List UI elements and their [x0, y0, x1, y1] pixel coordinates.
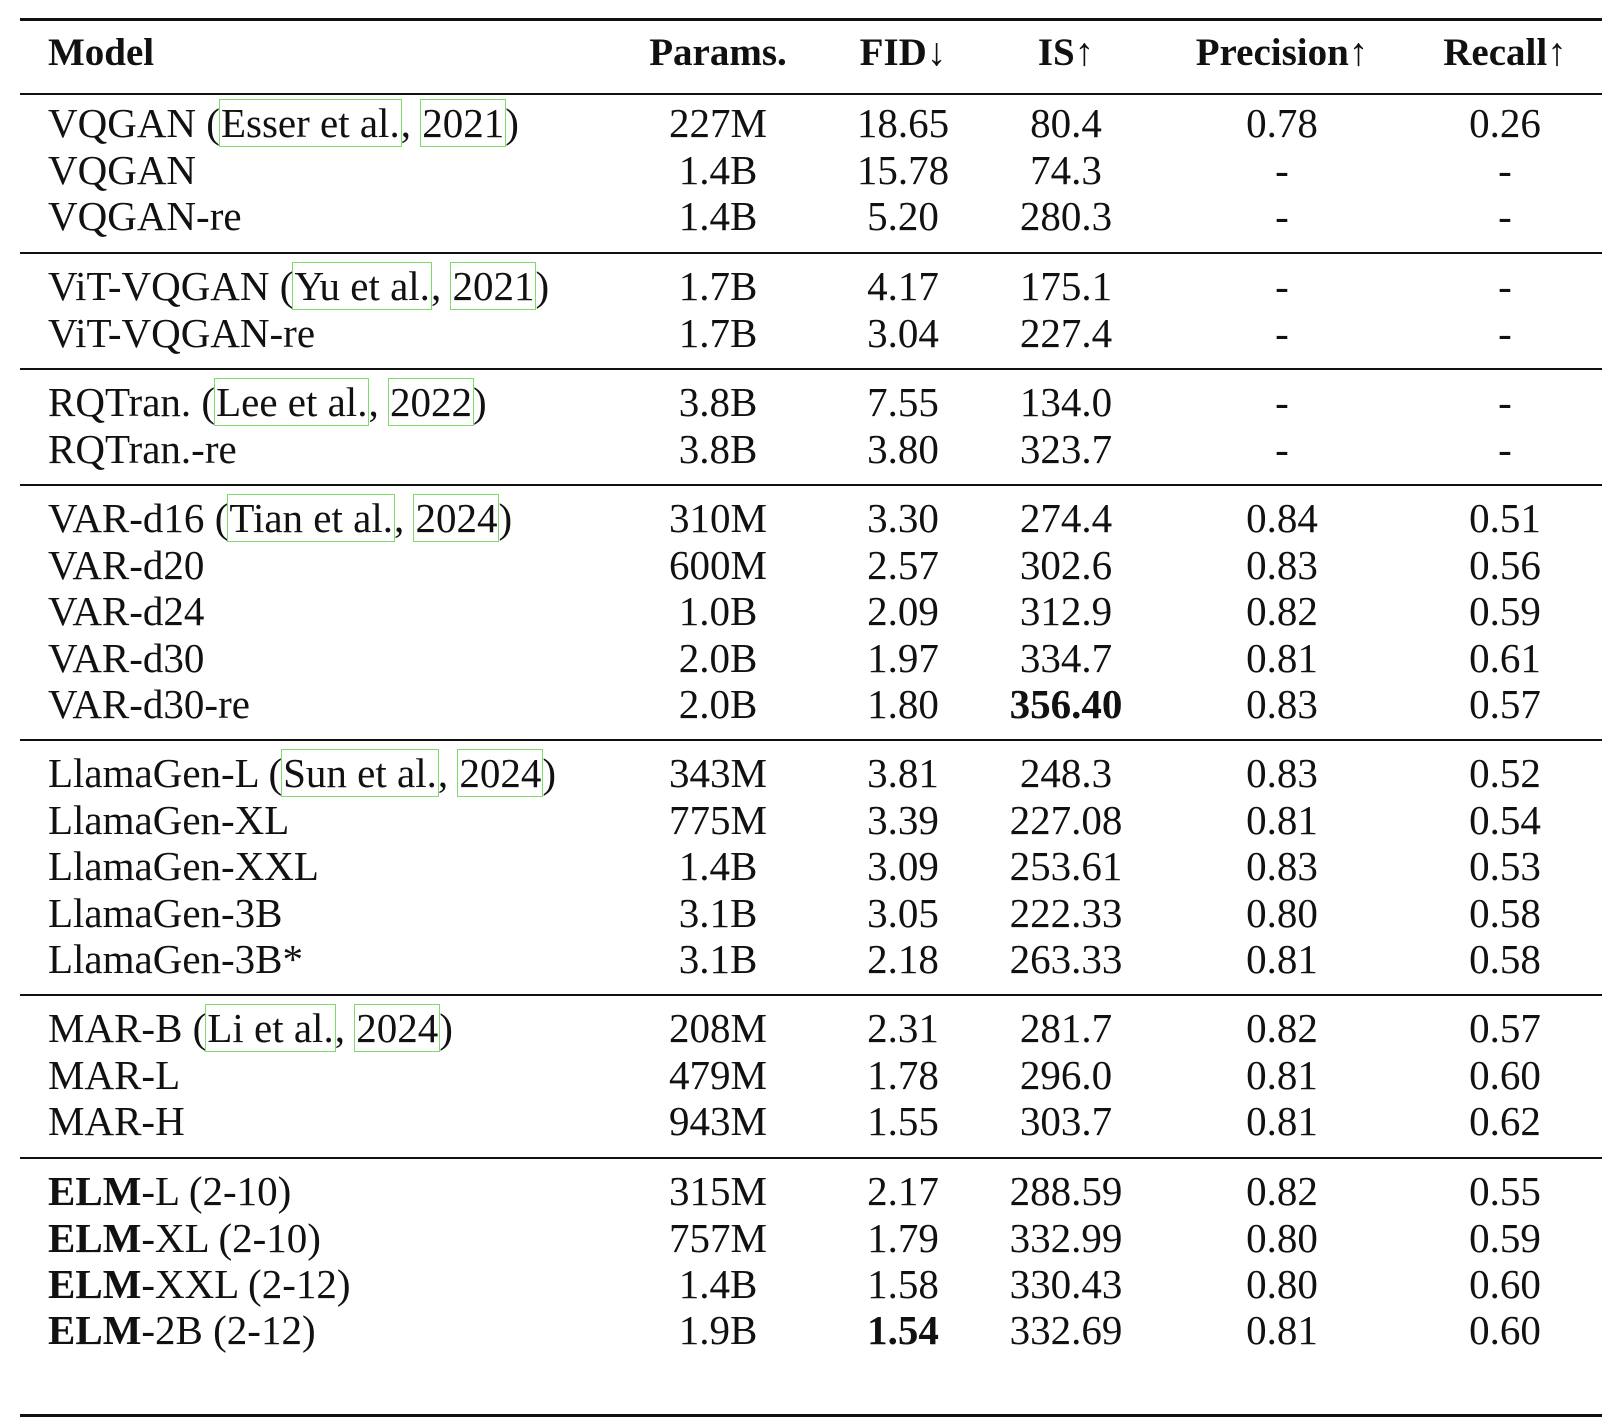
precision-cell: 0.84	[1246, 495, 1318, 541]
citation-year-link[interactable]: 2024	[356, 1005, 439, 1051]
recall-cell: 0.58	[1469, 936, 1541, 982]
precision-cell: 0.82	[1246, 1005, 1318, 1051]
model-name: RQTran.	[48, 379, 192, 425]
fid-cell: 2.57	[867, 542, 939, 588]
header-recall: Recall↑	[1443, 31, 1567, 74]
model-name: -XL (2-10)	[141, 1215, 321, 1261]
citation-authors-link[interactable]: Li et al.	[207, 1005, 334, 1051]
params-cell: 1.4B	[678, 147, 758, 193]
model-cell	[48, 1260, 351, 1308]
is-cell: 74.3	[1030, 147, 1102, 193]
precision-cell: -	[1275, 379, 1289, 425]
table-row	[0, 935, 1618, 983]
precision-cell: -	[1275, 426, 1289, 472]
table-header	[0, 29, 1618, 77]
citation-authors-link[interactable]: Esser et al.	[220, 100, 400, 146]
model-name: VQGAN	[48, 147, 197, 193]
precision-cell: 0.81	[1246, 1307, 1318, 1353]
model-name: -L (2-10)	[141, 1168, 292, 1214]
model-cell	[48, 1167, 291, 1215]
model-name-bold: ELM	[48, 1168, 142, 1214]
group-separator	[20, 484, 1602, 486]
model-name: RQTran.-re	[48, 426, 237, 472]
table-row	[0, 192, 1618, 240]
model-cell	[48, 1097, 185, 1145]
model-cell	[48, 680, 250, 728]
model-cell: ViT-VQGAN (Yu et al., 2021)	[48, 263, 550, 309]
params-cell: 3.8B	[678, 426, 758, 472]
table-row	[0, 842, 1618, 890]
recall-cell: 0.58	[1469, 890, 1541, 936]
is-cell: 280.3	[1019, 193, 1113, 239]
fid-cell: 3.81	[867, 750, 939, 796]
table-row	[0, 1097, 1618, 1145]
citation-year-link[interactable]: 2024	[415, 495, 498, 541]
table-row	[0, 796, 1618, 844]
model-name-bold: ELM	[48, 1261, 142, 1307]
model-name: MAR-B	[48, 1005, 183, 1051]
model-cell	[48, 192, 242, 240]
citation-authors-link[interactable]: Sun et al.	[283, 750, 437, 796]
recall-cell: -	[1498, 310, 1512, 356]
recall-cell: 0.26	[1469, 100, 1541, 146]
params-cell: 1.7B	[678, 263, 758, 309]
fid-cell: 3.30	[867, 495, 939, 541]
recall-cell: 0.54	[1469, 797, 1541, 843]
is-cell: 302.6	[1019, 542, 1113, 588]
params-cell: 2.0B	[678, 635, 758, 681]
params-cell: 1.9B	[678, 1307, 758, 1353]
table-row	[0, 425, 1618, 473]
table-row	[0, 309, 1618, 357]
precision-cell: 0.81	[1246, 797, 1318, 843]
model-name: LlamaGen-XL	[48, 797, 290, 843]
citation-year-link[interactable]: 2024	[459, 750, 542, 796]
model-name: VAR-d24	[48, 588, 205, 634]
recall-cell: -	[1498, 147, 1512, 193]
model-name: -XXL (2-12)	[141, 1261, 351, 1307]
is-cell: 227.08	[1009, 797, 1123, 843]
table-row	[0, 146, 1618, 194]
is-cell: 312.9	[1019, 588, 1113, 634]
precision-cell: 0.83	[1246, 843, 1318, 889]
fid-cell: 3.04	[867, 310, 939, 356]
fid-cell: 4.17	[867, 263, 939, 309]
table-row	[0, 1306, 1618, 1354]
table-row	[0, 262, 1618, 310]
precision-cell: 0.81	[1246, 635, 1318, 681]
recall-cell: -	[1498, 193, 1512, 239]
recall-cell: 0.59	[1469, 588, 1541, 634]
params-cell: 227M	[669, 100, 767, 146]
is-cell: 263.33	[1009, 936, 1123, 982]
precision-cell: -	[1275, 263, 1289, 309]
precision-cell: 0.80	[1246, 1261, 1318, 1307]
table-row	[0, 378, 1618, 426]
model-cell: MAR-B (Li et al., 2024)	[48, 1005, 453, 1051]
model-name: VQGAN-re	[48, 193, 242, 239]
params-cell: 943M	[669, 1098, 767, 1144]
table-top-rule	[20, 18, 1602, 21]
precision-cell: 0.82	[1246, 588, 1318, 634]
is-cell: 227.4	[1019, 310, 1113, 356]
is-cell: 356.40	[1009, 681, 1123, 727]
fid-cell: 5.20	[867, 193, 939, 239]
model-name: MAR-L	[48, 1052, 181, 1098]
recall-cell: 0.57	[1469, 1005, 1541, 1051]
table-row	[0, 1051, 1618, 1099]
model-cell	[48, 541, 204, 589]
params-cell: 3.1B	[678, 890, 758, 936]
group-separator	[20, 1157, 1602, 1159]
citation-authors-link[interactable]: Yu et al.	[294, 263, 430, 309]
table-row	[0, 1167, 1618, 1215]
model-cell: VQGAN (Esser et al., 2021)	[48, 100, 519, 146]
model-name: VAR-d20	[48, 542, 205, 588]
model-name-bold: ELM	[48, 1215, 142, 1261]
is-cell: 248.3	[1019, 750, 1113, 796]
model-cell	[48, 1051, 180, 1099]
precision-cell: 0.82	[1246, 1168, 1318, 1214]
params-cell: 1.4B	[678, 193, 758, 239]
model-cell	[48, 889, 283, 937]
model-name: -2B (2-12)	[141, 1307, 316, 1353]
fid-cell: 2.18	[867, 936, 939, 982]
fid-cell: 1.54	[867, 1307, 939, 1353]
model-cell	[48, 1306, 316, 1354]
citation-year-link[interactable]: 2022	[389, 379, 472, 425]
fid-cell: 1.97	[867, 635, 939, 681]
precision-cell: 0.81	[1246, 1052, 1318, 1098]
recall-cell: -	[1498, 263, 1512, 309]
table-row	[0, 1214, 1618, 1262]
is-cell: 303.7	[1019, 1098, 1113, 1144]
model-name: VAR-d30	[48, 635, 205, 681]
precision-cell: 0.83	[1246, 542, 1318, 588]
params-cell: 1.0B	[678, 588, 758, 634]
recall-cell: 0.60	[1469, 1307, 1541, 1353]
citation-year-link[interactable]: 2021	[452, 263, 535, 309]
model-cell: RQTran. (Lee et al., 2022)	[48, 379, 487, 425]
is-cell: 323.7	[1019, 426, 1113, 472]
fid-cell: 1.55	[867, 1098, 939, 1144]
table-row	[0, 680, 1618, 728]
is-cell: 334.7	[1019, 635, 1113, 681]
model-name: LlamaGen-3B*	[48, 936, 304, 982]
model-cell: VAR-d16 (Tian et al., 2024)	[48, 495, 513, 541]
recall-cell: 0.59	[1469, 1215, 1541, 1261]
fid-cell: 2.31	[867, 1005, 939, 1051]
header-is: IS↑	[1037, 31, 1095, 74]
precision-cell: 0.83	[1246, 750, 1318, 796]
recall-cell: 0.55	[1469, 1168, 1541, 1214]
recall-cell: 0.57	[1469, 681, 1541, 727]
recall-cell: 0.61	[1469, 635, 1541, 681]
group-separator	[20, 252, 1602, 254]
group-separator	[20, 994, 1602, 996]
recall-cell: 0.52	[1469, 750, 1541, 796]
is-cell: 281.7	[1019, 1005, 1113, 1051]
precision-cell: 0.80	[1246, 1215, 1318, 1261]
model-name: VQGAN	[48, 100, 197, 146]
table-row	[0, 99, 1618, 147]
model-name: MAR-H	[48, 1098, 185, 1144]
params-cell: 600M	[669, 542, 767, 588]
precision-cell: 0.81	[1246, 936, 1318, 982]
params-cell: 1.4B	[678, 843, 758, 889]
table-row	[0, 1004, 1618, 1052]
citation-authors-link[interactable]: Lee et al.	[216, 379, 368, 425]
header-precision: Precision↑	[1195, 31, 1369, 74]
model-name: ViT-VQGAN	[48, 263, 270, 309]
params-cell: 310M	[669, 495, 767, 541]
table-row	[0, 494, 1618, 542]
params-cell: 479M	[669, 1052, 767, 1098]
header-params: Params.	[649, 31, 787, 74]
fid-cell: 3.39	[867, 797, 939, 843]
precision-cell: -	[1275, 193, 1289, 239]
table-row	[0, 749, 1618, 797]
precision-cell: -	[1275, 147, 1289, 193]
model-name: VAR-d16	[48, 495, 205, 541]
model-name: LlamaGen-3B	[48, 890, 283, 936]
model-name: LlamaGen-L	[48, 750, 259, 796]
table-row	[0, 889, 1618, 937]
params-cell: 775M	[669, 797, 767, 843]
recall-cell: 0.60	[1469, 1052, 1541, 1098]
is-cell: 222.33	[1009, 890, 1123, 936]
is-cell: 296.0	[1019, 1052, 1113, 1098]
params-cell: 3.1B	[678, 936, 758, 982]
fid-cell: 3.80	[867, 426, 939, 472]
recall-cell: 0.60	[1469, 1261, 1541, 1307]
is-cell: 274.4	[1019, 495, 1113, 541]
table-row	[0, 587, 1618, 635]
params-cell: 208M	[669, 1005, 767, 1051]
fid-cell: 7.55	[867, 379, 939, 425]
is-cell: 253.61	[1009, 843, 1123, 889]
params-cell: 3.8B	[678, 379, 758, 425]
recall-cell: 0.53	[1469, 843, 1541, 889]
precision-cell: 0.81	[1246, 1098, 1318, 1144]
header-rule	[20, 93, 1602, 95]
model-cell	[48, 796, 289, 844]
fid-cell: 3.09	[867, 843, 939, 889]
group-separator	[20, 739, 1602, 741]
group-separator	[20, 368, 1602, 370]
model-cell	[48, 309, 315, 357]
fid-cell: 1.80	[867, 681, 939, 727]
is-cell: 288.59	[1009, 1168, 1123, 1214]
fid-cell: 2.17	[867, 1168, 939, 1214]
precision-cell: 0.80	[1246, 890, 1318, 936]
model-name-bold: ELM	[48, 1307, 142, 1353]
citation-authors-link[interactable]: Tian et al.	[229, 495, 393, 541]
model-cell	[48, 146, 196, 194]
recall-cell: -	[1498, 379, 1512, 425]
table-row	[0, 1260, 1618, 1308]
recall-cell: 0.51	[1469, 495, 1541, 541]
fid-cell: 2.09	[867, 588, 939, 634]
table-bottom-rule	[20, 1414, 1602, 1417]
table-row	[0, 634, 1618, 682]
model-cell: LlamaGen-L (Sun et al., 2024)	[48, 750, 557, 796]
header-fid: FID↓	[859, 31, 947, 74]
model-cell	[48, 842, 319, 890]
is-cell: 330.43	[1009, 1261, 1123, 1307]
model-cell	[48, 935, 303, 983]
fid-cell: 1.79	[867, 1215, 939, 1261]
model-cell	[48, 587, 204, 635]
is-cell: 332.99	[1009, 1215, 1123, 1261]
model-cell	[48, 634, 204, 682]
params-cell: 757M	[669, 1215, 767, 1261]
model-name: LlamaGen-XXL	[48, 843, 319, 889]
is-cell: 134.0	[1019, 379, 1113, 425]
params-cell: 1.7B	[678, 310, 758, 356]
params-cell: 2.0B	[678, 681, 758, 727]
header-model: Model	[48, 31, 155, 74]
model-cell	[48, 425, 237, 473]
params-cell: 315M	[669, 1168, 767, 1214]
citation-year-link[interactable]: 2021	[422, 100, 505, 146]
is-cell: 80.4	[1030, 100, 1102, 146]
recall-cell: 0.56	[1469, 542, 1541, 588]
recall-cell: 0.62	[1469, 1098, 1541, 1144]
model-cell	[48, 1214, 321, 1262]
params-cell: 1.4B	[678, 1261, 758, 1307]
params-cell: 343M	[669, 750, 767, 796]
precision-cell: 0.78	[1246, 100, 1318, 146]
fid-cell: 18.65	[856, 100, 950, 146]
precision-cell: 0.83	[1246, 681, 1318, 727]
fid-cell: 1.78	[867, 1052, 939, 1098]
fid-cell: 3.05	[867, 890, 939, 936]
model-name: ViT-VQGAN-re	[48, 310, 316, 356]
is-cell: 175.1	[1019, 263, 1113, 309]
fid-cell: 1.58	[867, 1261, 939, 1307]
model-name: VAR-d30-re	[48, 681, 250, 727]
recall-cell: -	[1498, 426, 1512, 472]
is-cell: 332.69	[1009, 1307, 1123, 1353]
precision-cell: -	[1275, 310, 1289, 356]
fid-cell: 15.78	[856, 147, 950, 193]
table-row	[0, 541, 1618, 589]
